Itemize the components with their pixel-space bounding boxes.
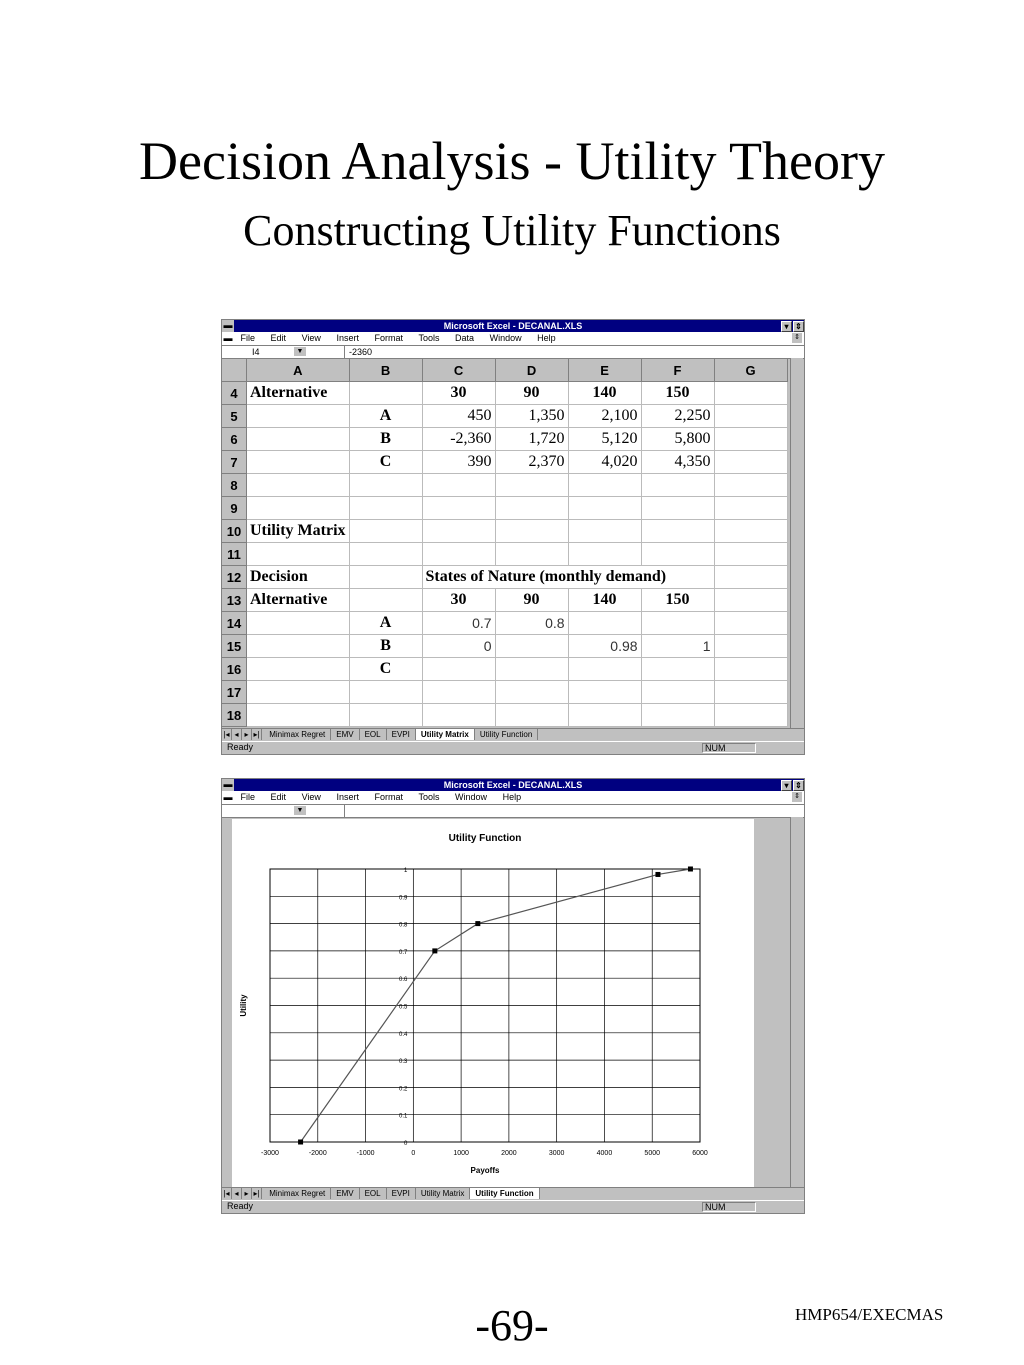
chart-title: Utility Function — [448, 833, 522, 844]
cell-c8[interactable] — [422, 474, 495, 497]
sheet-tabs — [222, 1187, 804, 1199]
cell-c6[interactable]: -2,360 — [422, 428, 495, 451]
menu-file[interactable]: File — [240, 792, 256, 802]
cell-g6[interactable] — [714, 428, 787, 451]
tab-utility-matrix[interactable]: Utility Matrix — [416, 1188, 471, 1199]
menu-data[interactable]: Data — [455, 333, 475, 343]
data-point-marker — [432, 948, 437, 953]
menu-insert[interactable]: Insert — [336, 792, 359, 802]
last-sheet-icon[interactable]: ▸| — [252, 729, 262, 740]
tab-evpi[interactable]: EVPI — [387, 1188, 416, 1199]
row-header[interactable]: 11 — [222, 543, 247, 566]
cell-g14[interactable] — [714, 612, 787, 635]
cell-f4[interactable]: 150 — [641, 382, 714, 405]
cell-f18[interactable] — [641, 704, 714, 727]
title-bar — [222, 779, 804, 791]
cell-g12[interactable] — [714, 566, 787, 589]
x-tick-label: 4000 — [596, 1150, 613, 1157]
row-header[interactable]: 13 — [222, 589, 247, 612]
cell-d6[interactable]: 1,720 — [495, 428, 568, 451]
cell-e15[interactable]: 0.98 — [568, 635, 641, 658]
cell-g13[interactable] — [714, 589, 787, 612]
cell-f9[interactable] — [641, 497, 714, 520]
row-header[interactable]: 18 — [222, 704, 247, 727]
cell-d8[interactable] — [495, 474, 568, 497]
tab-minimax-regret[interactable]: Minimax Regret — [264, 1188, 331, 1199]
row-header[interactable]: 4 — [222, 382, 247, 405]
menu-file[interactable]: File — [240, 333, 256, 343]
cell-b17[interactable] — [349, 681, 422, 704]
cell-a8[interactable] — [247, 474, 350, 497]
menu-format[interactable]: Format — [374, 792, 403, 802]
x-tick-label: 3000 — [548, 1150, 565, 1157]
menu-view[interactable]: View — [301, 792, 321, 802]
cell-d16[interactable] — [495, 658, 568, 681]
cell-d7[interactable]: 2,370 — [495, 451, 568, 474]
cell-c10[interactable] — [422, 520, 495, 543]
status-text: Ready — [227, 1201, 254, 1211]
formula-input[interactable] — [344, 805, 349, 817]
cell-e14[interactable] — [568, 612, 641, 635]
x-tick-label: 2000 — [501, 1150, 517, 1157]
minimize-icon[interactable]: ▾ — [781, 780, 792, 791]
cell-a9[interactable] — [247, 497, 350, 520]
menu-tools[interactable]: Tools — [418, 333, 440, 343]
cell-d13[interactable]: 90 — [495, 589, 568, 612]
column-header-e[interactable]: E — [568, 359, 641, 382]
table-row — [222, 566, 787, 589]
cell-f7[interactable]: 4,350 — [641, 451, 714, 474]
table-row — [222, 589, 787, 612]
cell-e13[interactable]: 140 — [568, 589, 641, 612]
x-tick-label: 1000 — [453, 1150, 469, 1157]
data-point-marker — [298, 1140, 303, 1145]
row-header[interactable]: 10 — [222, 520, 247, 543]
table-row — [222, 451, 787, 474]
cell-f5[interactable]: 2,250 — [641, 405, 714, 428]
tab-utility-function[interactable]: Utility Function — [470, 1188, 539, 1199]
restore-icon[interactable]: ⇕ — [793, 321, 804, 332]
num-lock-indicator: NUM — [702, 1202, 756, 1212]
row-header[interactable]: 8 — [222, 474, 247, 497]
menu-window[interactable]: Window — [455, 792, 488, 802]
column-header-d[interactable]: D — [495, 359, 568, 382]
cell-a5[interactable] — [247, 405, 350, 428]
cell-g5[interactable] — [714, 405, 787, 428]
table-row — [222, 382, 787, 405]
row-header[interactable]: 5 — [222, 405, 247, 428]
table-row — [222, 612, 787, 635]
cell-b4[interactable] — [349, 382, 422, 405]
cell-a4[interactable]: Alternative — [247, 382, 350, 405]
cell-a18[interactable] — [247, 704, 350, 727]
tab-minimax-regret[interactable]: Minimax Regret — [264, 729, 331, 740]
table-row — [222, 474, 787, 497]
first-sheet-icon[interactable]: |◂ — [222, 729, 232, 740]
row-header[interactable]: 12 — [222, 566, 247, 589]
table-row — [222, 658, 787, 681]
cell-d5[interactable]: 1,350 — [495, 405, 568, 428]
cell-g8[interactable] — [714, 474, 787, 497]
y-axis-label: Utility — [239, 994, 248, 1017]
column-header-g[interactable]: G — [714, 359, 787, 382]
cell-c7[interactable]: 390 — [422, 451, 495, 474]
row-header[interactable]: 15 — [222, 635, 247, 658]
cell-c13[interactable]: 30 — [422, 589, 495, 612]
formula-bar — [222, 346, 804, 359]
excel-window-chart — [221, 778, 805, 1214]
row-header[interactable]: 14 — [222, 612, 247, 635]
menu-help[interactable]: Help — [502, 792, 522, 802]
cell-g18[interactable] — [714, 704, 787, 727]
cell-d15[interactable] — [495, 635, 568, 658]
menu-bar — [222, 332, 804, 346]
first-sheet-icon[interactable]: |◂ — [222, 1188, 232, 1199]
utility-function-chart — [232, 819, 754, 1189]
tab-eol[interactable]: EOL — [360, 729, 387, 740]
cell-c17[interactable] — [422, 681, 495, 704]
menu-edit[interactable]: Edit — [270, 333, 287, 343]
table-row — [222, 428, 787, 451]
cell-a11[interactable] — [247, 543, 350, 566]
cell-b18[interactable] — [349, 704, 422, 727]
cell-a13[interactable]: Alternative — [247, 589, 350, 612]
cell-d4[interactable]: 90 — [495, 382, 568, 405]
table-row — [222, 704, 787, 727]
cell-g10[interactable] — [714, 520, 787, 543]
tab-utility-function[interactable]: Utility Function — [475, 729, 538, 740]
cell-b9[interactable] — [349, 497, 422, 520]
last-sheet-icon[interactable]: ▸| — [252, 1188, 262, 1199]
system-menu-icon[interactable]: ▬ — [223, 320, 233, 330]
status-bar — [222, 741, 804, 753]
cell-e10[interactable] — [568, 520, 641, 543]
name-box-dropdown-icon[interactable]: ▼ — [294, 806, 306, 815]
name-box-dropdown-icon[interactable]: ▼ — [294, 347, 306, 356]
y-tick-label: 0.7 — [398, 949, 408, 956]
slide-subtitle: Constructing Utility Functions — [243, 206, 781, 255]
x-tick-label: 6000 — [692, 1150, 708, 1157]
table-row — [222, 520, 787, 543]
cell-f17[interactable] — [641, 681, 714, 704]
tab-emv[interactable]: EMV — [331, 1188, 359, 1199]
tab-evpi[interactable]: EVPI — [387, 729, 416, 740]
slide-title: Decision Analysis - Utility Theory — [139, 131, 885, 191]
cell-c12[interactable]: States of Nature (monthly demand) — [422, 566, 714, 589]
y-tick-label: 0.8 — [398, 922, 408, 929]
y-tick-label: 0.2 — [398, 1086, 408, 1093]
cell-e4[interactable]: 140 — [568, 382, 641, 405]
cell-e16[interactable] — [568, 658, 641, 681]
cell-b15[interactable]: B — [349, 635, 422, 658]
next-sheet-icon[interactable]: ▸ — [242, 1188, 252, 1199]
spreadsheet-grid — [222, 359, 788, 727]
name-box[interactable]: I4 — [252, 347, 260, 357]
cell-a15[interactable] — [247, 635, 350, 658]
cell-f16[interactable] — [641, 658, 714, 681]
status-text: Ready — [227, 742, 254, 752]
cell-a10[interactable]: Utility Matrix — [247, 520, 350, 543]
cell-g9[interactable] — [714, 497, 787, 520]
x-tick-label: -2000 — [308, 1150, 327, 1157]
row-header[interactable]: 17 — [222, 681, 247, 704]
cell-c11[interactable] — [422, 543, 495, 566]
system-menu-icon[interactable]: ▬ — [223, 779, 233, 789]
menu-window[interactable]: Window — [489, 333, 522, 343]
cell-g15[interactable] — [714, 635, 787, 658]
cell-f10[interactable] — [641, 520, 714, 543]
cell-c16[interactable] — [422, 658, 495, 681]
cell-d9[interactable] — [495, 497, 568, 520]
cell-f11[interactable] — [641, 543, 714, 566]
data-point-marker — [688, 867, 693, 872]
menu-insert[interactable]: Insert — [336, 333, 359, 343]
column-header-b[interactable]: B — [349, 359, 422, 382]
cell-e7[interactable]: 4,020 — [568, 451, 641, 474]
status-bar — [222, 1200, 804, 1212]
menu-view[interactable]: View — [301, 333, 321, 343]
doc-restore-icon[interactable]: ⇕ — [792, 333, 802, 343]
y-tick-label: 0.6 — [398, 977, 408, 984]
prev-sheet-icon[interactable]: ◂ — [232, 729, 242, 740]
column-header-row — [222, 359, 787, 382]
cell-e11[interactable] — [568, 543, 641, 566]
x-tick-label: -3000 — [261, 1150, 279, 1157]
menu-format[interactable]: Format — [374, 333, 403, 343]
formula-bar — [222, 805, 804, 818]
y-tick-label: 0.5 — [398, 1004, 408, 1011]
cell-e6[interactable]: 5,120 — [568, 428, 641, 451]
course-code: HMP654/EXECMAS — [795, 1305, 944, 1324]
column-header-a[interactable]: A — [247, 359, 350, 382]
row-header[interactable]: 6 — [222, 428, 247, 451]
table-row — [222, 635, 787, 658]
cell-g7[interactable] — [714, 451, 787, 474]
cell-c9[interactable] — [422, 497, 495, 520]
table-row — [222, 405, 787, 428]
cell-b6[interactable]: B — [349, 428, 422, 451]
cell-g11[interactable] — [714, 543, 787, 566]
y-tick-label: 0.4 — [398, 1031, 408, 1038]
x-tick-label: -1000 — [356, 1150, 375, 1157]
vertical-scrollbar[interactable] — [790, 358, 803, 728]
minimize-icon[interactable]: ▾ — [781, 321, 792, 332]
data-point-marker — [655, 872, 660, 877]
cell-a17[interactable] — [247, 681, 350, 704]
cell-a6[interactable] — [247, 428, 350, 451]
window-title: Microsoft Excel - DECANAL.XLS — [443, 321, 583, 331]
title-bar — [222, 320, 804, 332]
doc-menu-icon[interactable]: ▬ — [223, 333, 233, 343]
cell-g17[interactable] — [714, 681, 787, 704]
x-tick-label: 0 — [411, 1150, 416, 1157]
cell-b10[interactable] — [349, 520, 422, 543]
menu-tools[interactable]: Tools — [418, 792, 440, 802]
tab-emv[interactable]: EMV — [331, 729, 359, 740]
sheet-tabs — [222, 728, 804, 740]
y-tick-label: 1 — [403, 868, 408, 874]
y-tick-label: 0.3 — [398, 1059, 408, 1066]
table-row — [222, 543, 787, 566]
cell-b14[interactable]: A — [349, 612, 422, 635]
worksheet — [222, 359, 804, 723]
y-tick-label: 0.1 — [398, 1113, 408, 1120]
cell-a12[interactable]: Decision — [247, 566, 350, 589]
data-point-marker — [475, 921, 480, 926]
table-row — [222, 681, 787, 704]
cell-f15[interactable]: 1 — [641, 635, 714, 658]
cell-e18[interactable] — [568, 704, 641, 727]
cell-b12[interactable] — [349, 566, 422, 589]
doc-menu-icon[interactable]: ▬ — [223, 792, 233, 802]
chart-sheet — [222, 819, 774, 1189]
row-header[interactable]: 16 — [222, 658, 247, 681]
cell-c15[interactable]: 0 — [422, 635, 495, 658]
column-header-f[interactable]: F — [641, 359, 714, 382]
cell-b5[interactable]: A — [349, 405, 422, 428]
tab-eol[interactable]: EOL — [360, 1188, 387, 1199]
formula-input[interactable]: -2360 — [344, 346, 372, 358]
x-tick-label: 5000 — [644, 1150, 661, 1157]
cell-b11[interactable] — [349, 543, 422, 566]
tab-utility-matrix[interactable]: Utility Matrix — [416, 729, 475, 740]
cell-d11[interactable] — [495, 543, 568, 566]
menu-edit[interactable]: Edit — [270, 792, 287, 802]
cell-c14[interactable]: 0.7 — [422, 612, 495, 635]
cell-a7[interactable] — [247, 451, 350, 474]
cell-e8[interactable] — [568, 474, 641, 497]
row-header[interactable]: 7 — [222, 451, 247, 474]
cell-d18[interactable] — [495, 704, 568, 727]
cell-c18[interactable] — [422, 704, 495, 727]
cell-b8[interactable] — [349, 474, 422, 497]
cell-a16[interactable] — [247, 658, 350, 681]
cell-b13[interactable] — [349, 589, 422, 612]
cell-f13[interactable]: 150 — [641, 589, 714, 612]
table-row — [222, 497, 787, 520]
cell-b7[interactable]: C — [349, 451, 422, 474]
page-number: -69- — [475, 1301, 549, 1350]
cell-a14[interactable] — [247, 612, 350, 635]
x-axis-label: Payoffs — [470, 1166, 500, 1175]
column-header-c[interactable]: C — [422, 359, 495, 382]
cell-e5[interactable]: 2,100 — [568, 405, 641, 428]
cell-c4[interactable]: 30 — [422, 382, 495, 405]
cell-d17[interactable] — [495, 681, 568, 704]
menu-bar — [222, 791, 804, 805]
next-sheet-icon[interactable]: ▸ — [242, 729, 252, 740]
num-lock-indicator: NUM — [702, 743, 756, 753]
vertical-scrollbar[interactable] — [790, 817, 803, 1187]
cell-c5[interactable]: 450 — [422, 405, 495, 428]
row-header[interactable]: 9 — [222, 497, 247, 520]
y-tick-label: 0 — [403, 1141, 408, 1147]
prev-sheet-icon[interactable]: ◂ — [232, 1188, 242, 1199]
doc-restore-icon[interactable]: ⇕ — [792, 792, 802, 802]
cell-f14[interactable] — [641, 612, 714, 635]
menu-help[interactable]: Help — [537, 333, 556, 343]
restore-icon[interactable]: ⇕ — [793, 780, 804, 791]
cell-g16[interactable] — [714, 658, 787, 681]
cell-e17[interactable] — [568, 681, 641, 704]
cell-b16[interactable]: C — [349, 658, 422, 681]
select-all-corner[interactable] — [222, 359, 247, 382]
excel-window-matrix — [221, 319, 805, 755]
cell-d10[interactable] — [495, 520, 568, 543]
window-title: Microsoft Excel - DECANAL.XLS — [443, 780, 583, 790]
cell-f8[interactable] — [641, 474, 714, 497]
cell-d14[interactable]: 0.8 — [495, 612, 568, 635]
cell-g4[interactable] — [714, 382, 787, 405]
y-tick-label: 0.9 — [398, 895, 408, 902]
cell-e9[interactable] — [568, 497, 641, 520]
cell-f6[interactable]: 5,800 — [641, 428, 714, 451]
